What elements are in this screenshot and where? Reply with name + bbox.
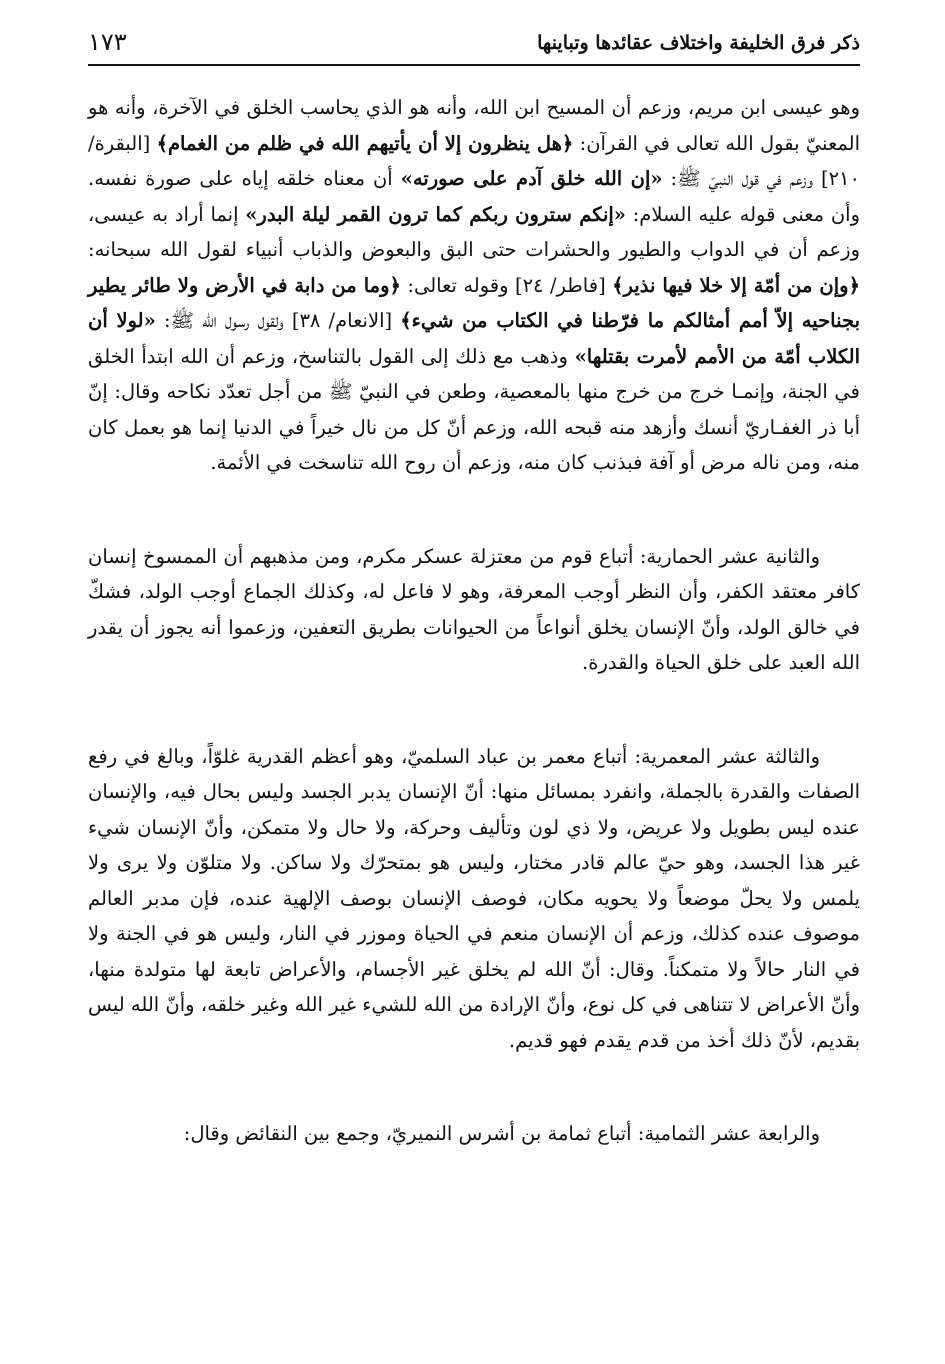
hadith-quote: «إنكم سترون ربكم كما ترون القمر ليلة البدر» — [245, 202, 626, 226]
text-run: والثالثة عشر المعمرية: أتباع معمر بن عباد السلميّ، وهو أعظم القدرية غلوّاً، وبالغ في رفع الصفات والقدرة بالجملة، وانفرد بمسائل منها: أنّ الإنسان يدبر الجسد وليس بحال فيه، والإنسان عنده ليس بطويل ولا عريض، ولا ذي لون وتأليف وحركة، ولا حال ولا متمكن، وأنّ الإنسان شيء غير هذا الجسد، وهو حيّ عالم قادر مختار، وليس هو بمتحرّك ولا ساكن. ولا متلوّن ولا يرى ولا يلمس ولا يحلّ موضعاً ولا يحويه مكان، فوصف الإنسان بوصف الإلهية عنده، فإن مدبر العالم موصوف عنده كذلك، وزعم أن الإنسان منعم في الحياة وموزر في النار، وليس هو في الجنة ولا في النار حالاً ولا متمكناً. وقال: أنّ الله لم يخلق غير الأجسام، والأعراض تابعة لها متولدة منها، وأنّ الأعراض لا تتناهى في كل نوع، وأنّ الإرادة من الله للشيء غير الله وغير خلقه، وأنّ الله ليس بقديم، لأنّ ذلك أخذ من قدم يقدم فهو قديم. — [88, 744, 860, 1052]
text-run: إنما أراد به عيسى، وزعم أن في الدواب والطيور والحشرات حتى البق والبعوض والذباب أنبياء لقول الله سبحانه: — [88, 202, 860, 261]
page-header — [88, 28, 860, 66]
paragraph-muammariyya — [88, 739, 860, 1059]
text-run: والثانية عشر الحمارية: أتباع قوم من معتزلة عسكر مكرم، ومن مذهبهم أن الممسوخ إنسان كافر معتقد الكفر، وأن النظر أوجب المعرفة، وهو لا فاعل له، وكذلك الجماع أوجب الولد، فشكّ في خالق الولد، وأنّ الإنسان يخلق أنواعاً من الحيوانات بطريق التعفين، وزعموا أنه يجوز أن يقدر الله العبد على خلق الحياة والقدرة. — [88, 544, 860, 674]
paragraph-thumamiyya — [88, 1116, 860, 1152]
quran-quote: ﴿وإن من أمّة إلا خلا فيها نذير﴾ — [612, 273, 861, 297]
text-run: وهو عيسى ابن مريم، وزعم أن المسيح ابن الله، وأنه هو الذي يحاسب الخلق في الآخرة، وأنه هو المعنيّ بقول الله تعالى في القرآن: — [88, 96, 860, 155]
quran-quote: ﴿هل ينظرون إلا أن يأتيهم الله في ظلم من الغمام﴾ — [156, 131, 574, 155]
paragraph-1-continuation — [88, 90, 860, 481]
text-run: وذهب مع ذلك إلى القول بالتناسخ، وزعم أن الله ابتدأ الخلق في الجنة، وإنمـا خرج من خرج منها بالمعصية، وطعن في النبيّ ﷺ من أجل تعدّد نكاحه وقال: إنّ أبا ذر الغفـاريّ أنسك وأزهد منه قبحه الله، وزعم أنّ كل من نال خيراً في الدنيا إنما هو بعمل كان منه، ومن ناله مرض أو آفة فبذنب كان منه، وزعم أن روح الله تناسخت في الأئمة. — [88, 344, 860, 474]
text-run: أن معناه خلقه إياه على صورة نفسه. وأن معنى قوله عليه السلام: — [88, 167, 860, 226]
paragraph-hamariyya — [88, 539, 860, 681]
hadith-quote: «إن الله خلق آدم على صورته» — [400, 167, 663, 190]
text-run: [البقرة/ ٢١٠] وزعم في قول النبيّ ﷺ: — [88, 131, 860, 190]
page-number: ١٧٣ — [88, 28, 127, 56]
book-page — [88, 28, 860, 1152]
body-text — [88, 90, 860, 1152]
running-title: ذكر فرق الخليفة واختلاف عقائدها وتباينها — [537, 32, 860, 54]
text-run: [فاطر/ ٢٤] وقوله تعالى: — [400, 273, 613, 297]
text-run: والرابعة عشر الثمامية: أتباع ثمامة بن أشرس النميريّ، وجمع بين النقائض وقال: — [183, 1122, 820, 1145]
text-run: [الانعام/ ٣٨] ولقول رسول الله ﷺ: — [155, 309, 401, 332]
quran-quote: ﴿وما من دابة في الأرض ولا طائر يطير بجناحيه إلاّ أمم أمثالكم ما فرّطنا في الكتاب من شيء﴾ — [88, 273, 861, 332]
hadith-quote: «لولا أن الكلاب أمّة من الأمم لأمرت بقتلها» — [88, 309, 860, 368]
